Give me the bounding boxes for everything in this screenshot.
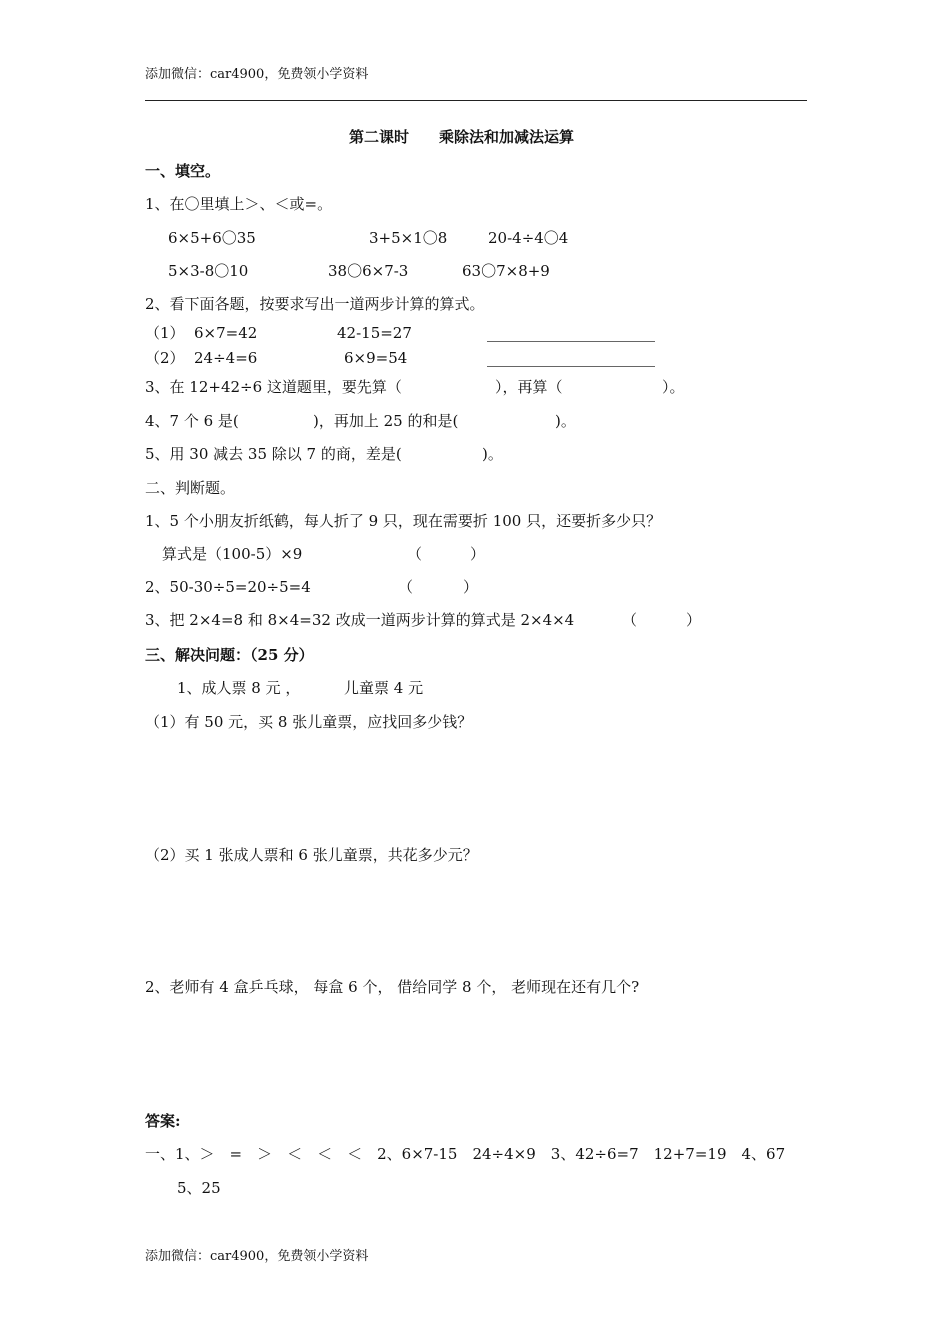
s1-q1-r2-c2: 38〇6×7-3 — [328, 262, 409, 280]
s1-q2-stem: 2、看下面各题，按要求写出一道两步计算的算式。 — [145, 295, 485, 313]
s2-q1-formula: 算式是（100-5）×9 — [162, 545, 303, 563]
s2-q3-paren-open: （ — [622, 611, 638, 629]
section3-heading: 三、解决问题：（25 分） — [145, 646, 314, 664]
s2-q3-stem: 3、把 2×4=8 和 8×4=32 改成一道两步计算的算式是 2×4×4 — [145, 611, 575, 629]
s3-q1-sub2: （2）买 1 张成人票和 6 张儿童票，共花多少元？ — [145, 846, 478, 864]
s1-q2-2-a: 24÷4=6 — [194, 349, 258, 367]
header-divider — [145, 100, 807, 101]
footer-note: 添加微信：car4900，免费领小学资料 — [145, 1249, 369, 1264]
section1-heading: 一、填空。 — [145, 162, 221, 180]
s1-q3-part2: ），再算（ — [495, 378, 563, 396]
s1-q5-part2: )。 — [482, 445, 503, 463]
s2-q2-paren-open: （ — [398, 578, 414, 596]
s1-q3-part3: ）。 — [662, 378, 685, 396]
s1-q4-part3: )。 — [555, 412, 576, 430]
s2-q1-stem: 1、5 个小朋友折纸鹤，每人折了 9 只，现在需要折 100 只，还要折多少只？ — [145, 512, 662, 530]
section2-heading: 二、判断题。 — [145, 479, 236, 497]
s1-q1-stem: 1、在〇里填上＞、＜或=。 — [145, 195, 333, 213]
s1-q1-r1-c1: 6×5+6〇35 — [168, 229, 256, 247]
s1-q2-2-label: （2） — [145, 349, 185, 367]
s3-q1-sub1: （1）有 50 元，买 8 张儿童票，应找回多少钱？ — [145, 713, 473, 731]
page-title: 第二课时 乘除法和加减法运算 — [349, 128, 575, 146]
s1-q4-part2: )，再加上 25 的和是( — [313, 412, 459, 430]
answers-line1: 一、1、＞ = ＞ ＜ ＜ ＜ 2、6×7-15 24÷4×9 3、42÷6=7 12+7=19 4、67 — [145, 1145, 786, 1163]
s1-q3-part1: 3、在 12+42÷6 这道题里，要先算（ — [145, 378, 402, 396]
s1-q1-r1-c2: 3+5×1〇8 — [369, 229, 448, 247]
s1-q5-part1: 5、用 30 减去 35 除以 7 的商，差是( — [145, 445, 402, 463]
answers-line2: 5、25 — [177, 1179, 221, 1197]
s1-q1-r1-c3: 20-4÷4〇4 — [488, 229, 569, 247]
s1-q2-2-b: 6×9=54 — [344, 349, 408, 367]
header-note: 添加微信：car4900，免费领小学资料 — [145, 67, 369, 82]
s2-q1-paren-open: （ — [407, 545, 423, 563]
s2-q2-stem: 2、50-30÷5=20÷5=4 — [145, 578, 311, 596]
answers-heading: 答案: — [145, 1112, 181, 1130]
s1-q2-1-b: 42-15=27 — [337, 324, 412, 342]
s3-q1-info-adult: 1、成人票 8 元 ， — [177, 679, 301, 697]
s1-q2-2-answer-line[interactable] — [487, 366, 655, 367]
s2-q1-paren-close: ） — [470, 545, 486, 563]
s2-q3-paren-close: ） — [686, 611, 702, 629]
s3-q1-info-child: 儿童票 4 元 — [344, 679, 424, 697]
s1-q2-1-a: 6×7=42 — [194, 324, 258, 342]
s1-q1-r2-c3: 63〇7×8+9 — [462, 262, 550, 280]
s3-q2: 2、老师有 4 盒乒乓球， 每盒 6 个， 借给同学 8 个， 老师现在还有几个? — [145, 978, 640, 996]
s2-q2-paren-close: ） — [463, 578, 479, 596]
s1-q1-r2-c1: 5×3-8〇10 — [168, 262, 249, 280]
s1-q4-part1: 4、7 个 6 是( — [145, 412, 239, 430]
s1-q2-1-label: （1） — [145, 324, 185, 342]
s1-q2-1-answer-line[interactable] — [487, 341, 655, 342]
